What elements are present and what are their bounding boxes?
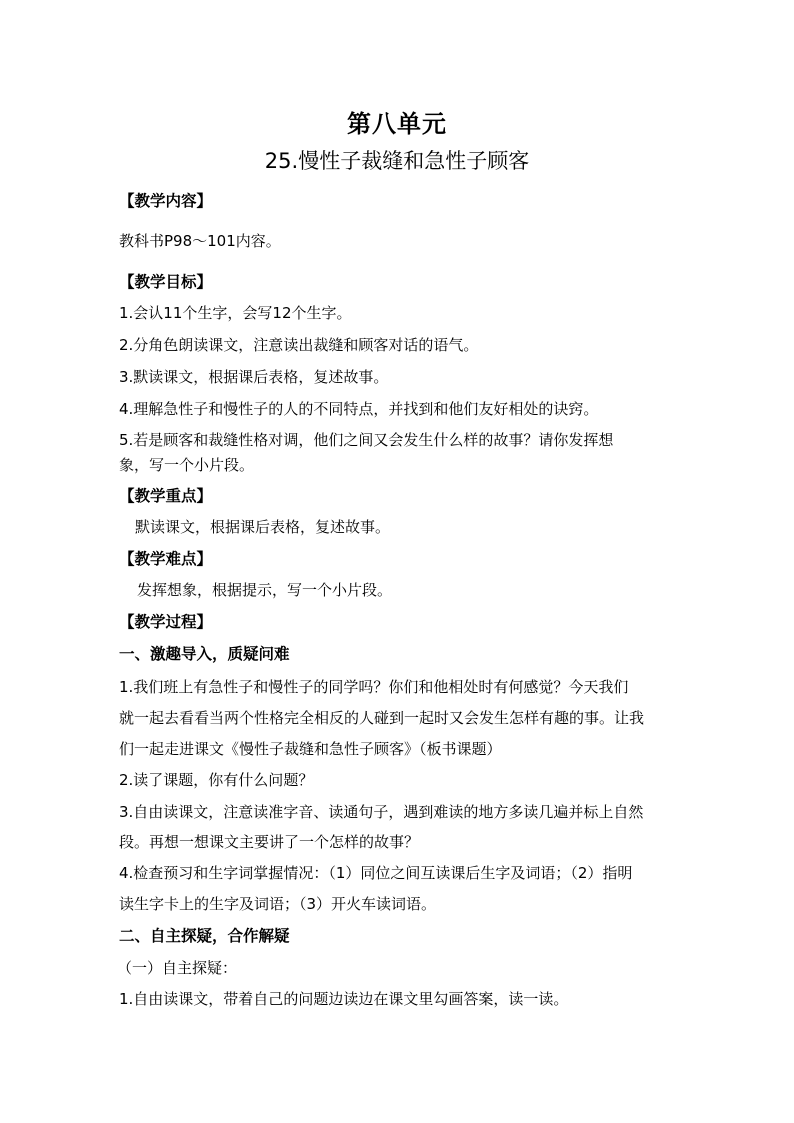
goal-item: 3.默读课文，根据课后表格，复述故事。 — [119, 368, 389, 386]
section-heading-process: 【教学过程】 — [119, 613, 213, 631]
goal-item: 5.若是顾客和裁缝性格对调，他们之间又会发生什么样的故事？请你发挥想 — [119, 431, 614, 449]
process-line: 读生字卡上的生字及词语；（3）开火车读词语。 — [119, 895, 437, 913]
part-one-heading: 一、激趣导入，质疑问难 — [119, 645, 290, 663]
section-heading-key: 【教学重点】 — [119, 487, 213, 505]
section-heading-difficult: 【教学难点】 — [119, 550, 213, 568]
process-line: 1.我们班上有急性子和慢性子的同学吗？你们和他相处时有何感觉？今天我们 — [119, 678, 629, 696]
goal-item: 1.会认11个生字，会写12个生字。 — [119, 304, 352, 322]
process-line: 就一起去看看当两个性格完全相反的人碰到一起时又会发生怎样有趣的事。让我 — [119, 709, 645, 727]
lesson-title: 25.慢性子裁缝和急性子顾客 — [264, 149, 530, 173]
process-line: 4.检查预习和生字词掌握情况：（1）同位之间互读课后生字及词语；（2）指明 — [119, 864, 633, 882]
content-text: 教科书P98～101内容。 — [119, 232, 281, 250]
unit-title: 第八单元 — [347, 110, 447, 138]
part-two-heading: 二、自主探疑，合作解疑 — [119, 927, 290, 945]
key-text: 默读课文，根据课后表格，复述故事。 — [135, 518, 391, 536]
goal-item-continued: 象，写一个小片段。 — [119, 456, 255, 474]
section-heading-goals: 【教学目标】 — [119, 273, 213, 291]
difficult-text: 发挥想象，根据提示，写一个小片段。 — [137, 581, 393, 599]
process-line: 们一起走进课文《慢性子裁缝和急性子顾客》（板书课题） — [119, 740, 502, 758]
section-heading-content: 【教学内容】 — [119, 192, 213, 210]
process-line: 2.读了课题，你有什么问题？ — [119, 771, 314, 789]
process-line: 3.自由读课文，注意读准字音、读通句子，遇到难读的地方多读几遍并标上自然 — [119, 803, 644, 821]
process-line: 段。再想一想课文主要讲了一个怎样的故事？ — [119, 833, 420, 851]
part-two-subheading: （一）自主探疑： — [117, 959, 238, 977]
goal-item: 4.理解急性子和慢性子的人的不同特点，并找到和他们友好相处的诀窍。 — [119, 400, 599, 418]
goal-item: 2.分角色朗读课文，注意读出裁缝和顾客对话的语气。 — [119, 336, 479, 354]
process-line: 1.自由读课文，带着自己的问题边读边在课文里勾画答案，读一读。 — [119, 990, 569, 1008]
